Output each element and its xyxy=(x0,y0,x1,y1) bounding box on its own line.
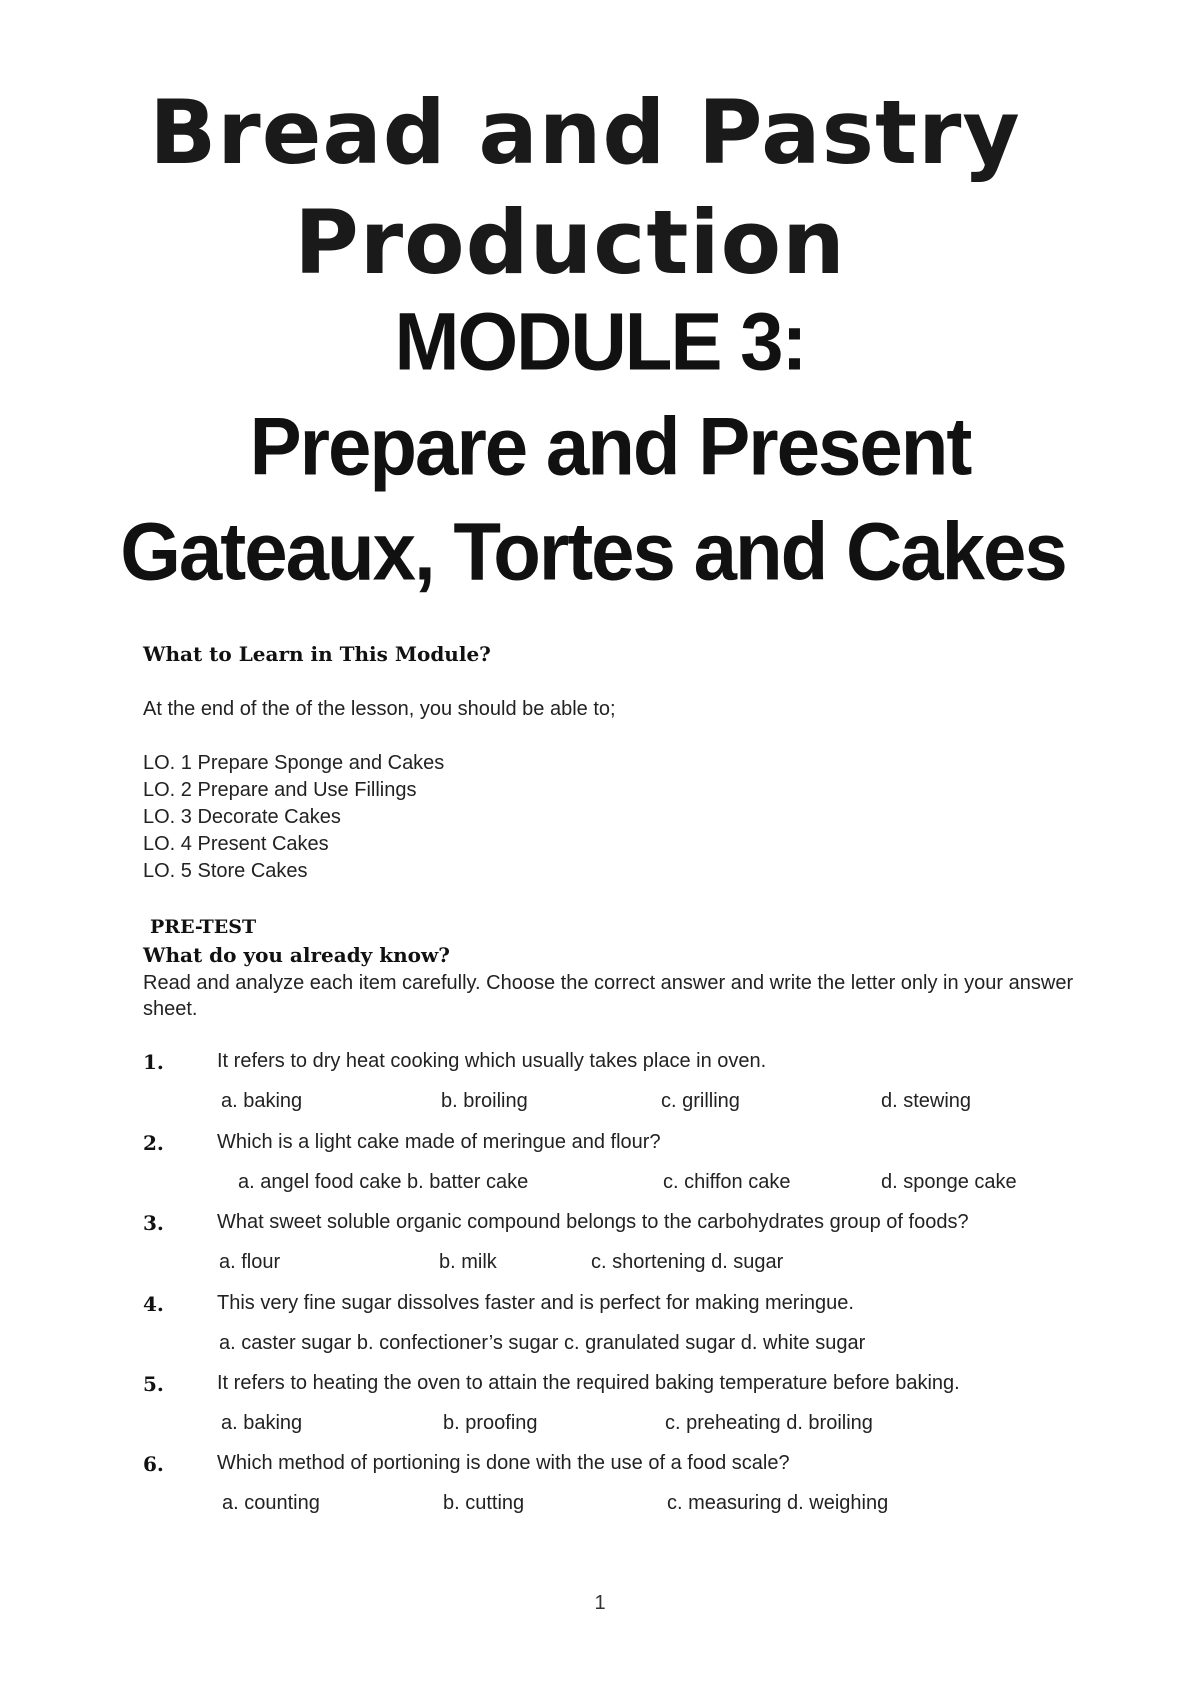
question-option: b. cutting xyxy=(443,1492,525,1514)
objective-item: LO. 2 Prepare and Use Fillings xyxy=(143,779,417,801)
question-number: 4. xyxy=(143,1292,164,1316)
question-stem: What sweet soluble organic compound belongs to the carbohydrates group of foods? xyxy=(217,1211,969,1233)
question-stem: Which method of portioning is done with the use of a food scale? xyxy=(217,1452,790,1474)
question-option: b. proofing xyxy=(443,1412,538,1434)
question-option: a. caster sugar b. confectioner’s sugar c. granulated sugar d. white sugar xyxy=(219,1332,866,1354)
question-stem: It refers to heating the oven to attain the required baking temperature before baking. xyxy=(217,1372,960,1394)
objectives-list xyxy=(143,750,444,885)
objective-item: LO. 5 Store Cakes xyxy=(143,860,308,882)
question-option: d. sponge cake xyxy=(881,1171,1017,1193)
question-option: b. milk xyxy=(439,1251,497,1273)
question-option: b. broiling xyxy=(441,1090,528,1112)
question-option: a. flour xyxy=(219,1251,281,1273)
objective-item: LO. 1 Prepare Sponge and Cakes xyxy=(143,752,445,774)
question-stem: This very fine sugar dissolves faster and is perfect for making meringue. xyxy=(217,1292,854,1314)
pretest-instructions: Read and analyze each item carefully. Choose the correct answer and write the letter only in your answer sheet. xyxy=(143,972,1074,1020)
title-line-2: Production xyxy=(294,191,846,294)
question-option: c. preheating d. broiling xyxy=(665,1412,873,1434)
learn-heading: What to Learn in This Module? xyxy=(143,642,491,666)
question-stem: It refers to dry heat cooking which usually takes place in oven. xyxy=(217,1050,767,1072)
question-option: a. counting xyxy=(222,1492,320,1514)
objective-item: LO. 4 Present Cakes xyxy=(143,833,329,855)
question-option: c. shortening d. sugar xyxy=(591,1251,784,1273)
question-number: 2. xyxy=(143,1131,164,1155)
module-line-2: Prepare and Present xyxy=(249,399,971,493)
module-title xyxy=(0,289,1200,604)
question-number: 1. xyxy=(143,1050,164,1074)
pretest-heading: What do you already know? xyxy=(143,943,450,967)
objective-item: LO. 3 Decorate Cakes xyxy=(143,806,341,828)
question-option: c. measuring d. weighing xyxy=(667,1492,889,1514)
question-stem: Which is a light cake made of meringue and flour? xyxy=(217,1131,661,1153)
question-option: c. chiffon cake xyxy=(663,1171,791,1193)
question-option: a. angel food cake b. batter cake xyxy=(238,1171,529,1193)
question-option: a. baking xyxy=(221,1090,303,1112)
question-option: d. stewing xyxy=(881,1090,972,1112)
question-number: 6. xyxy=(143,1452,164,1476)
learn-intro: At the end of the of the lesson, you should be able to; xyxy=(143,698,616,720)
page-number: 1 xyxy=(594,1592,606,1614)
question-option: a. baking xyxy=(221,1412,303,1434)
pretest-label: PRE-TEST xyxy=(150,916,257,938)
question-option: c. grilling xyxy=(661,1090,740,1112)
document-title xyxy=(0,78,1200,298)
question-number: 3. xyxy=(143,1211,164,1235)
module-line-3: Gateaux, Tortes and Cakes xyxy=(120,504,1066,598)
question-number: 5. xyxy=(143,1372,164,1396)
title-line-1: Bread and Pastry xyxy=(149,81,1021,184)
module-line-1: MODULE 3: xyxy=(394,294,806,388)
